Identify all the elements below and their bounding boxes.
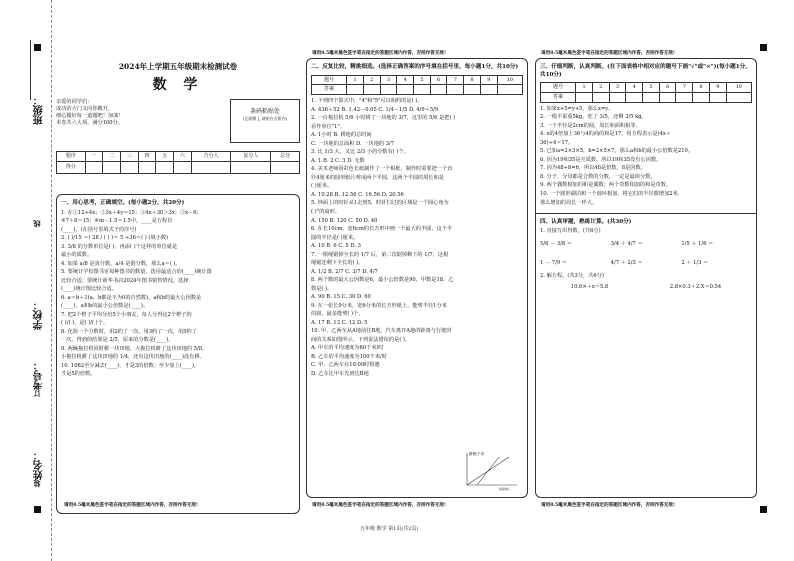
exam-no-label: 考号： xyxy=(34,360,45,390)
table-head-cell: 题号 xyxy=(541,83,576,93)
question-line: 2. ( )/15 ＝( 28 / ( ) )＝ 5 ÷36＝( ) (填小数) xyxy=(61,235,169,242)
question-line: 9. 在一张长9分米，宽6分米的长方形纸上，能剪半径1分米 xyxy=(311,302,447,309)
greeting-line: 细心做好每一道题吧！加油！ xyxy=(56,113,124,120)
score-head: 题序 xyxy=(57,152,86,162)
answer-area-notice: 请用0.5毫米黑色签字笔在指定的答题区域内作答，否则作答无效! xyxy=(541,503,676,508)
question-line: 4. 如果 a/8 是真分数，a/4 是假分数，那么a＝( )。 xyxy=(61,260,181,267)
seal-mark-bind: 订 xyxy=(32,390,41,397)
score-head: 二 xyxy=(103,152,121,162)
table-head-cell: 6 xyxy=(430,75,447,85)
score-cell[interactable] xyxy=(231,161,271,173)
answer-row-label: 答案 xyxy=(541,92,576,102)
question-line: 间的关系如图所示，下列说法错误的是( )。 xyxy=(311,336,411,343)
subsection-title: 2. 解方程。(共3分，共6分) xyxy=(540,273,604,280)
table-head-cell: 3 xyxy=(380,75,397,85)
question-line: 8. 分子、分母都是合数的分数，一定是最简分数。 xyxy=(540,173,656,180)
answer-cell[interactable] xyxy=(659,92,676,102)
answer-area-notice: 请用0.5毫米黑色签字笔在指定的答题区域内作答，否则作答无效! xyxy=(312,503,447,508)
graph-x-label: 时间/时 xyxy=(499,487,510,491)
question-line: 5. 已知a=2×3×5，b=2×5×7，那么a和b的最小公倍数是210。 xyxy=(540,148,694,155)
answer-cell[interactable] xyxy=(592,92,609,102)
question-line: 4. 美术老师用彩色长纸制作了一个相框，制作时需要把一个直 xyxy=(311,166,453,173)
score-head: 一 xyxy=(85,152,103,162)
score-cell[interactable] xyxy=(174,161,192,173)
judge-answer-table xyxy=(540,82,752,103)
section4-heading: 四、认真审题，熟练计算。(共30分) xyxy=(540,218,632,225)
question-line: 7. 把2个橙子平均分给5个小朋友，每人分得这2个橙子的 xyxy=(61,311,192,318)
table-head-cell: 5 xyxy=(643,83,660,93)
question-line: 10. 一个圆形湖泊和一个圆环相加，将它们的半径都增加2米， xyxy=(540,191,683,197)
table-head-cell: 7 xyxy=(676,83,693,93)
answer-area-notice: 请用0.5毫米黑色签字笔在指定的答题区域内作答，否则作答无效! xyxy=(312,51,447,56)
question-line: 数是( )。 xyxy=(311,285,333,292)
score-cell[interactable] xyxy=(121,161,139,173)
table-head-cell: 1 xyxy=(347,75,364,85)
table-head-cell: 2 xyxy=(363,75,380,85)
question-line: 才是5的倍数。 xyxy=(61,371,96,378)
answer-row-label: 答案 xyxy=(312,85,347,95)
school-label: 学校： xyxy=(34,300,45,330)
answer-cell[interactable] xyxy=(447,85,464,95)
question-line: ( )厘米。 xyxy=(311,183,333,190)
answer-cell[interactable] xyxy=(363,85,380,95)
table-head-cell: 6 xyxy=(659,83,676,93)
calc-item: 2 ＋ 1/3 ＝ xyxy=(681,260,709,267)
graph-y-label: 路程/千米 xyxy=(469,452,485,456)
question-line: 8. 两个数的最大公因数是6，最小公倍数是90，甲数是18，乙 xyxy=(311,277,454,284)
answer-cell[interactable] xyxy=(676,92,693,102)
answer-cell[interactable] xyxy=(709,92,726,102)
table-head-cell: 2 xyxy=(592,83,609,93)
score-row-label: 得分 xyxy=(57,161,86,173)
binding-margin xyxy=(0,0,52,561)
equation: 10.6×＋x＝5.8 xyxy=(570,284,609,291)
question-line: 1. 如果x+5=y+5，那么x=y。 xyxy=(540,105,614,112)
seal-mark-fold: 装 xyxy=(32,480,41,487)
answer-cell[interactable] xyxy=(693,92,710,102)
answer-cell[interactable] xyxy=(609,92,626,102)
question-line: A. 90 B. 15 C. 30 D. 60 xyxy=(311,294,371,301)
question-line: B. 乙车的平均速度为100千米/时 xyxy=(311,353,387,360)
answer-cell[interactable] xyxy=(414,85,431,95)
answer-area-notice: 请用0.5毫米黑色签字笔在指定的答题区域内作答，否则作答无效! xyxy=(64,503,199,508)
section1-heading: 一、用心思考，正确填空。(每小题2分，共20分) xyxy=(61,200,185,206)
corner-marker xyxy=(34,506,41,513)
question-line: A. 1/2 B. 2/7 C. 3/7 D. 4/7 xyxy=(311,268,378,275)
score-cell[interactable] xyxy=(271,161,300,173)
question-line: 2. 一根平果重5kg，吃了 3/5，还剩 3/5 kg。 xyxy=(540,114,647,121)
greeting-line: 成功的大门又向你敞开， xyxy=(56,106,114,113)
table-head-cell: 10 xyxy=(726,83,751,93)
corner-marker xyxy=(760,44,767,51)
left-column xyxy=(56,56,300,174)
car-b-line xyxy=(477,457,499,485)
score-cell[interactable] xyxy=(85,161,103,173)
question-line: A. 17 B. 13 C. 12 D. 5 xyxy=(311,319,368,326)
answer-cell[interactable] xyxy=(726,92,751,102)
question-line: 的圆，最多能剪( )个。 xyxy=(311,311,364,318)
question-line: 5. 要统计学校图书室每种图书的数量，选用最适合的(____)统计图 xyxy=(61,269,212,276)
question-line: ( )/( )，是( )/( )个。 xyxy=(61,320,109,327)
question-line: (____)统计图比较合适。 xyxy=(61,286,117,293)
section2-heading: 二、反复比较，精挑细选。(选择正确答案的序号填在括号里，每小题1分，共10分) xyxy=(311,64,519,70)
table-head-cell: 9 xyxy=(709,83,726,93)
table-head-cell: 10 xyxy=(497,75,522,85)
subsection-title: 1. 直接写出得数。(共6分) xyxy=(540,228,601,235)
calc-item: 5/8 － 3/8 ＝ xyxy=(540,241,573,248)
table-head-cell: 8 xyxy=(464,75,481,85)
calc-item: 3/4 ＋ 4/7 ＝ xyxy=(610,241,643,248)
question-line: C. 甲、乙两车在10:00时相遇 xyxy=(311,362,380,369)
score-head: 合分人 xyxy=(191,152,231,162)
question-line: 3. 3/8 的分数单位是( )，再添( )个这样的单位就是 xyxy=(61,243,178,250)
score-head: 三 xyxy=(121,152,139,162)
question-line: A. 1 B. 2 C. 3 D. 无数 xyxy=(311,157,365,164)
question-line: 3. 比 1/3 大，又比 2/3 小的分数有( )个。 xyxy=(311,149,409,156)
answer-area-notice: 请用0.5毫米黑色签字笔在指定的答题区域内作答，否则作答无效! xyxy=(541,51,676,56)
score-head: 复分人 xyxy=(231,152,271,162)
question-line: 比较合适；要统计新华书店2024年图书销售情况，选择 xyxy=(61,277,189,284)
question-line: 7. 一根绳锯掉全长的 1/7 后，第二次锯掉剩下的 1/7，这根 xyxy=(311,251,449,258)
answer-cell[interactable] xyxy=(643,92,660,102)
table-head-cell: 4 xyxy=(397,75,414,85)
question-line: 9. 两个偶数相加的和是偶数；两个奇数相加的和是奇数。 xyxy=(540,182,672,189)
score-table xyxy=(56,151,300,174)
question-line: 6. a＝b＋1(a、b都是不为0的自然数)，a和b的最大公因数是 xyxy=(61,294,202,301)
name-line xyxy=(30,40,31,100)
question-line: A. 150 B. 120 C. 50 D. 40 xyxy=(311,217,378,224)
question-line: 4. x的4倍加上36与4的商的和是17，用方程表示是(4x＋ xyxy=(540,131,671,138)
choice-answer-table xyxy=(311,75,523,96)
table-head-cell: 7 xyxy=(447,75,464,85)
table-head-cell: 1 xyxy=(576,83,593,93)
score-head: 五 xyxy=(156,152,174,162)
question-line: 6. 因为19和35是互质数，所以19和35没有公因数。 xyxy=(540,156,662,163)
question-line: 3. 一个半径是2cm的圆，周长和面积相等。 xyxy=(540,122,641,129)
greeting-line: 亲爱的同学们： xyxy=(56,99,93,106)
corner-marker xyxy=(34,44,41,51)
question-line: 2. 一台拖拉机 5/6 小时耕了一块地的 3/7，这里的 5/6 是把( ) xyxy=(311,115,456,122)
question-line: 绳锯还剩下全长的( )。 xyxy=(311,260,364,267)
equation: 2.8×0.3＋2.X＝0.54 xyxy=(669,284,722,291)
question-line: 10. 甲、乙两车从A地前往B地，汽车离开A地的距离与行驶时 xyxy=(311,328,452,335)
question-line: ⑤7＋8＝15；⑥m－1.5＝1.5中，____是方程有 xyxy=(61,218,173,225)
calc-item: 1/5 ＋ 1/6 ＝ xyxy=(681,241,714,248)
question-line: D. 乙车比甲车先到达B地 xyxy=(311,370,369,377)
score-head: 总分 xyxy=(271,152,300,162)
corner-marker xyxy=(760,506,767,513)
barcode-box xyxy=(230,99,300,143)
question-line: A. 1小时 B. 耕地的总时间 xyxy=(311,132,372,139)
subject-title: 数 学 xyxy=(152,77,204,94)
question-line: A. 10 B. 6 C. 5 D. 3 xyxy=(311,243,361,250)
answer-cell[interactable] xyxy=(626,92,643,102)
question-line: 9. 两辆拖拉机同时耕一块田地，大拖拉机耕了这块田地的 5/8， xyxy=(61,345,208,352)
question-line: 8. 化简一个分数时，用2约了一次，用3约了一次，用5约了 xyxy=(61,328,197,335)
question-line: (____)，a和b的最小公倍数是(____)。 xyxy=(61,303,149,310)
question-line: 1. 下列四个算式中，"4"和"5"可以相约的是( )。 xyxy=(311,98,423,105)
section3-panel xyxy=(535,58,757,498)
question-line: 10. 1082至少减去(____)，才是3的倍数；至少加上(____)， xyxy=(61,362,200,369)
question-line: 圆的半径是( )厘米。 xyxy=(311,234,359,241)
question-line: 小拖拉机耕了这块田地的 1/4，还有这块田地的(____)没有耕。 xyxy=(61,354,205,361)
section3-heading: 三、仔细判断，认真判断。(在下面表格中相对应的题号下画"√"或"×")(每小题1分，共10分) xyxy=(540,64,751,78)
question-line: (____)。(在括号里填式子的序号) xyxy=(61,226,137,233)
answer-cell[interactable] xyxy=(347,85,364,95)
score-cell[interactable] xyxy=(103,161,121,173)
question-line: 看作单位"1"。 xyxy=(311,123,346,130)
answer-cell[interactable] xyxy=(464,85,481,95)
score-head: 四 xyxy=(138,152,156,162)
table-head-cell: 题号 xyxy=(312,75,347,85)
question-line: A. 436＋52 B. 1.42－0.05 C. 1/4－1/5 D. 4/9＋5/9 xyxy=(311,106,439,113)
answer-cell[interactable] xyxy=(576,92,593,102)
table-head-cell: 4 xyxy=(626,83,643,93)
name-label: 姓名： xyxy=(34,450,45,480)
question-line: 6. 在长10cm，宽6cm的长方形中画一个最大的半圆，这个半 xyxy=(311,226,453,233)
answer-cell[interactable] xyxy=(497,85,522,95)
class-label: 班级： xyxy=(34,95,45,125)
table-head-cell: 5 xyxy=(414,75,431,85)
question-line: A. 10.28 B. 12.56 C. 16.56 D. 20.56 xyxy=(311,191,404,198)
answer-cell[interactable] xyxy=(397,85,414,95)
calc-item: 1 － 7/9 ＝ xyxy=(540,260,567,267)
answer-cell[interactable] xyxy=(380,85,397,95)
question-line: 1. 在①12÷4x；②3x＋4y＝15；③4x＋30＞3x；⑤x－6； xyxy=(61,209,202,216)
question-line: 36)÷4＝17。 xyxy=(540,139,574,146)
barcode-note: (正面朝上,请贴在方框内) xyxy=(242,116,288,122)
table-head-cell: 8 xyxy=(693,83,710,93)
question-line: ( )°的扇形。 xyxy=(311,209,341,215)
question-line: 那么增加的周长一样大。 xyxy=(540,199,598,206)
barcode-label: 条码粘贴处 xyxy=(249,108,280,116)
section2-panel xyxy=(306,58,528,498)
page-footer: 五年级 数学 第1页(共2页) xyxy=(360,526,419,532)
exam-title: 2024年上学期五年级期末检测试卷 xyxy=(118,62,238,71)
seal-mark-line: 线 xyxy=(32,220,41,227)
question-line: C. 一块地的总面积 D. 一块地的 3/7 xyxy=(311,140,395,147)
question-line: 径4厘米的圆形纸片剪成两个半圆，这两个半圆的周长和是 xyxy=(311,174,444,181)
score-cell[interactable] xyxy=(156,161,174,173)
answer-cell[interactable] xyxy=(430,85,447,95)
table-head-cell: 9 xyxy=(480,75,497,85)
question-line: 5. 钟面上的时针从1走到5，时针扫过的区域是一个圆心角为 xyxy=(311,200,449,207)
calc-item: 4/7 ＋ 2/3 ＝ xyxy=(610,260,643,267)
answer-cell[interactable] xyxy=(480,85,497,95)
section1-panel xyxy=(56,194,300,514)
question-line: 一次，得到的结果是 2/5，原来的分数是(____)。 xyxy=(61,337,174,344)
question-line: A. 甲车的平均速度为60千米/时 xyxy=(311,345,384,352)
score-cell[interactable] xyxy=(191,161,231,173)
question-line: 7. 因为48÷8=6，所以48是倍数，8是因数。 xyxy=(540,165,646,172)
greeting-line: 本卷共六大项，满分100分。 xyxy=(56,120,123,127)
score-cell[interactable] xyxy=(138,161,156,173)
question-line: 最小的质数。 xyxy=(61,252,93,259)
distance-time-graph xyxy=(459,449,519,491)
table-head-cell: 3 xyxy=(609,83,626,93)
score-head: 六 xyxy=(174,152,192,162)
